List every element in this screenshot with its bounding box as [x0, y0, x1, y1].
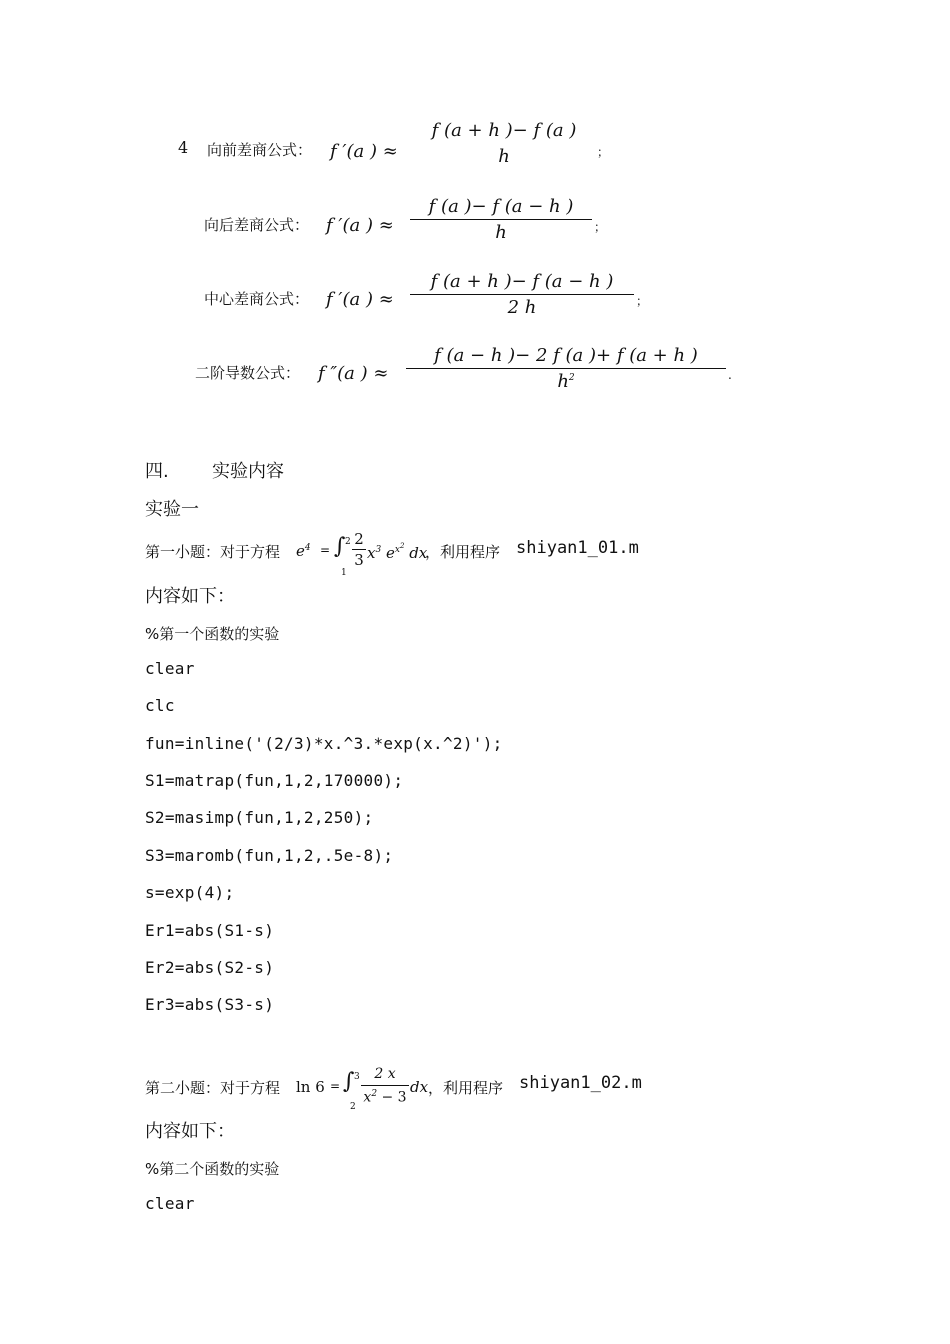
q1-comment: %第一个函数的实验: [145, 625, 280, 643]
code-line: S1=matrap(fun,1,2,170000);: [145, 771, 404, 790]
code-line: S3=maromb(fun,1,2,.5e-8);: [145, 846, 394, 865]
section-number: 四.: [145, 461, 169, 482]
second-label: 二阶导数公式：: [195, 364, 301, 382]
forward-denominator: h: [498, 146, 510, 167]
second-end: .: [728, 368, 732, 382]
code-line: fun=inline('(2/3)*x.^3.*exp(x.^2)');: [145, 734, 503, 753]
central-label: 中心差商公式：: [204, 290, 310, 308]
q1-integrand: $x^3$ $e^{x^2}$ dx: [367, 542, 428, 562]
q1-content-label: 内容如下：: [145, 586, 235, 607]
q1-int-lower: 1: [341, 568, 347, 578]
q1-coef-fraction: 2 3: [352, 530, 366, 569]
forward-fraction: [412, 120, 596, 167]
backward-label: 向后差商公式：: [204, 216, 310, 234]
q1-label: 第一小题：对于方程: [145, 543, 281, 561]
q2-fraction: 2 x $x^2 - 3$: [361, 1066, 409, 1106]
q1-suffix: ，利用程序: [425, 543, 501, 561]
code-line: Er1=abs(S1-s): [145, 921, 275, 940]
code-line: S2=masimp(fun,1,2,250);: [145, 808, 374, 827]
q2-program-name: shiyan1_02.m: [519, 1073, 642, 1093]
backward-numerator: f (a )− f (a − h ): [428, 196, 574, 217]
forward-numerator: f (a + h )− f (a ): [431, 120, 577, 141]
central-fraction: [410, 271, 634, 318]
q2-label: 第二小题：对于方程: [145, 1079, 281, 1097]
q2-lhs: ln 6: [296, 1078, 325, 1096]
q1-equals: =: [320, 543, 331, 557]
central-denominator: 2 h: [507, 297, 537, 318]
q2-dx: dx: [410, 1078, 429, 1096]
q2-integral-sign: ∫: [343, 1069, 355, 1094]
code-line: Er3=abs(S3-s): [145, 995, 275, 1014]
q1-lhs: $e^4$: [296, 542, 311, 560]
central-end: ；: [636, 294, 649, 308]
central-lhs: f ′(a ) ≈: [326, 289, 394, 310]
backward-fraction: [410, 196, 592, 243]
q2-int-lower: 2: [350, 1102, 356, 1112]
code-line: s=exp(4);: [145, 883, 235, 902]
backward-end: ；: [594, 220, 607, 234]
forward-lhs: f ′(a ) ≈: [330, 141, 398, 162]
experiment-title: 实验一: [145, 499, 199, 520]
q1-program-name: shiyan1_01.m: [516, 538, 639, 558]
section-title: 实验内容: [212, 461, 284, 482]
q2-comment: %第二个函数的实验: [145, 1160, 280, 1178]
forward-label: 向前差商公式：: [207, 141, 313, 159]
formula-index: 4: [178, 138, 189, 157]
backward-lhs: f ′(a ) ≈: [326, 215, 394, 236]
q2-equals: =: [330, 1079, 341, 1093]
second-lhs: f ″(a ) ≈: [318, 363, 389, 384]
code-line: clc: [145, 696, 175, 715]
code-line: clear: [145, 1194, 195, 1213]
q2-suffix: ，利用程序: [428, 1079, 504, 1097]
code-line: Er2=abs(S2-s): [145, 958, 275, 977]
q1-integral-sign: ∫: [334, 534, 346, 559]
second-denominator: $h^2$: [557, 371, 575, 392]
q2-int-upper: 3: [354, 1072, 360, 1082]
central-numerator: f (a + h )− f (a − h ): [430, 271, 614, 292]
second-numerator: f (a − h )− 2 f (a )+ f (a + h ): [434, 345, 698, 366]
q1-int-upper: 2: [345, 537, 351, 547]
second-fraction: [406, 345, 726, 392]
forward-end: ；: [597, 145, 610, 159]
code-line: clear: [145, 659, 195, 678]
q2-content-label: 内容如下：: [145, 1121, 235, 1142]
backward-denominator: h: [495, 222, 507, 243]
